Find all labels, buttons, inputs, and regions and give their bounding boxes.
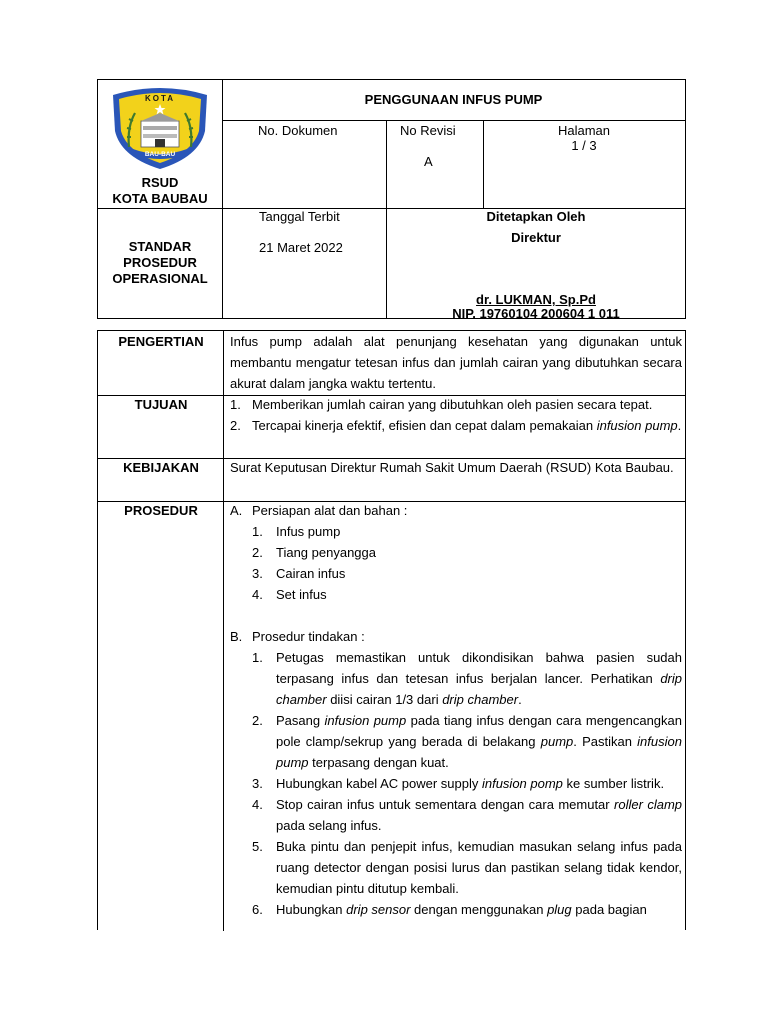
list-item: 6. Hubungkan drip sensor dengan menggunakan plug pada bagian <box>252 902 647 917</box>
list-item: 4. Set infus <box>252 587 327 602</box>
logo-bottom-text: BAU-BAU <box>144 151 176 158</box>
list-item: 1. Petugas memastikan untuk dikondisikan bahwa pasien sudah terpasang infus dan tetesan infus berjalan lancer. Perhatikan drip chamber diisi cairan 1/3 dari drip chamber. <box>252 650 682 707</box>
list-item: 3. Hubungkan kabel AC power supply infusion pomp ke sumber listrik. <box>252 776 665 791</box>
approver-nip: NIP. 19760104 200604 1 011 <box>452 306 620 321</box>
section-label-tujuan: TUJUAN <box>134 397 188 412</box>
revision-value: A <box>424 154 433 169</box>
list-item: 1. Infus pump <box>252 524 341 539</box>
section-text-kebijakan <box>230 457 682 478</box>
logo-top-text: KOTA <box>144 94 176 103</box>
prosedur-part-b-title: B. Prosedur tindakan : <box>230 629 365 644</box>
page-label: Halaman <box>557 123 611 138</box>
kebijakan-text: Surat Keputusan Direktur Rumah Sakit Umum Daerah (RSUD) Kota Baubau. <box>230 460 674 475</box>
pengertian-text: Infus pump adalah alat penunjang kesehatan yang digunakan untuk membantu mengatur tetesan infus dan jumlah cairan yang dibutuhkan secara akurat dalam jangka waktu tertentu. <box>230 334 682 391</box>
doc-number-label: No. Dokumen <box>258 123 338 138</box>
page-value: 1 / 3 <box>571 138 597 153</box>
revision-label: No Revisi <box>400 123 456 138</box>
prosedur-part-a-title: A. Persiapan alat dan bahan : <box>230 503 408 518</box>
issue-date-label: Tanggal Terbit <box>259 209 340 224</box>
approver-name: dr. LUKMAN, Sp.Pd <box>476 292 596 307</box>
org-name-line2: KOTA BAUBAU <box>112 191 208 206</box>
list-item: 5. Buka pintu dan penjepit infus, kemudian masukan selang infus pada ruang detector dengan posisi lurus dan pastikan selang tidak kendor, kemudian pintu ditutup kembali. <box>252 839 682 896</box>
section-text-prosedur <box>230 500 682 920</box>
list-item: 2. Tercapai kinerja efektif, efisien dan cepat dalam pemakaian infusion pump. <box>230 418 682 433</box>
city-emblem-logo <box>107 85 213 171</box>
sop-line3: OPERASIONAL <box>112 271 208 286</box>
section-label-kebijakan: KEBIJAKAN <box>123 460 199 475</box>
section-label-prosedur: PROSEDUR <box>124 503 198 518</box>
header-table <box>97 79 686 319</box>
sop-line1: STANDAR <box>128 239 192 254</box>
org-name-line1: RSUD <box>141 175 179 190</box>
list-item: 4. Stop cairan infus untuk sementara dengan cara memutar roller clamp pada selang infus. <box>252 797 683 833</box>
section-text-pengertian <box>230 331 682 394</box>
list-item: 3. Cairan infus <box>252 566 346 581</box>
prosedur-steps-list <box>230 647 682 920</box>
section-text-tujuan <box>230 394 682 436</box>
approver-role: Direktur <box>511 230 561 245</box>
document-title: PENGGUNAAN INFUS PUMP <box>364 92 543 107</box>
approved-by-label: Ditetapkan Oleh <box>486 209 586 224</box>
list-item: 1. Memberikan jumlah cairan yang dibutuhkan oleh pasien secara tepat. <box>230 397 653 412</box>
list-item: 2. Tiang penyangga <box>252 545 376 560</box>
issue-date: 21 Maret 2022 <box>259 240 343 255</box>
sop-line2: PROSEDUR <box>123 255 197 270</box>
section-label-pengertian: PENGERTIAN <box>118 334 204 349</box>
list-item: 2. Pasang infusion pump pada tiang infus dengan cara mengencangkan pole clamp/sekrup yang berada di belakang pump. Pastikan infusion pump terpasang dengan kuat. <box>252 713 682 770</box>
sop-content-table <box>97 330 686 930</box>
